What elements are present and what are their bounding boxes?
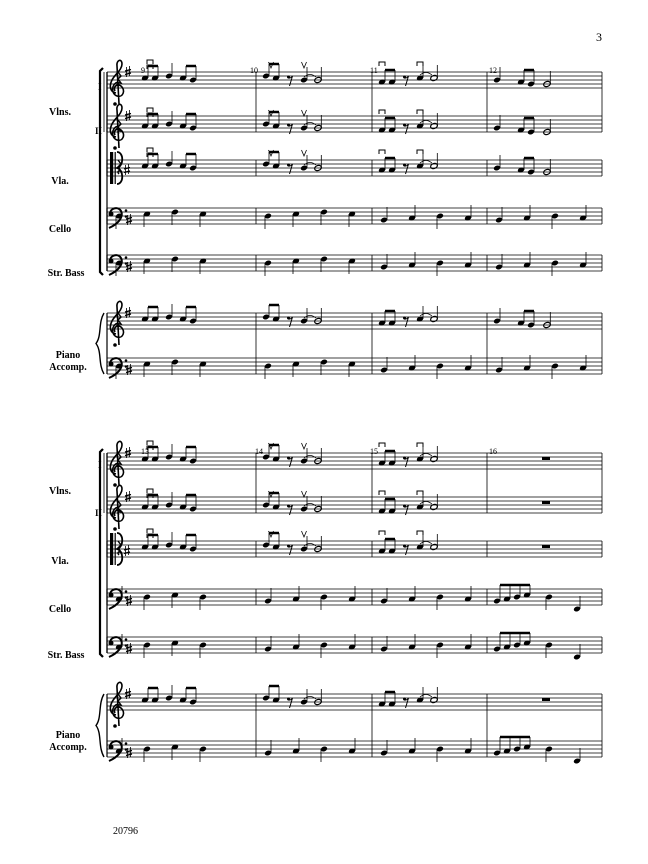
down-bow-icon: [379, 150, 385, 154]
sharp-icon: [125, 688, 131, 699]
down-bow-icon: [379, 110, 385, 114]
down-bow-icon: [417, 62, 423, 66]
eighth-rest-icon: [403, 545, 409, 556]
tie: [420, 454, 432, 457]
up-bow-icon: [302, 443, 307, 449]
piano-brace: [96, 313, 104, 374]
page-number: 3: [596, 30, 602, 44]
sharp-icon: [124, 545, 130, 556]
down-bow-icon: [147, 489, 153, 493]
eighth-rest-icon: [287, 76, 293, 87]
tie: [420, 161, 432, 164]
eighth-rest-icon: [287, 545, 293, 556]
sharp-icon: [125, 307, 131, 318]
sharp-icon: [125, 110, 131, 121]
eighth-rest-icon: [403, 457, 409, 468]
measure-number: 12: [489, 66, 497, 75]
violins-label: Vlns.: [49, 486, 71, 497]
eighth-rest-icon: [287, 164, 293, 175]
down-bow-icon: [417, 531, 423, 535]
cello-label: Cello: [48, 224, 72, 235]
tie: [420, 695, 432, 698]
eighth-rest-icon: [287, 317, 293, 328]
down-bow-icon: [379, 491, 385, 495]
eighth-rest-icon: [287, 124, 293, 135]
eighth-rest-icon: [403, 124, 409, 135]
sharp-icon: [125, 66, 131, 77]
viola-label: Vla.: [51, 556, 69, 567]
violins-label: Vlns.: [49, 107, 71, 118]
down-bow-icon: [417, 491, 423, 495]
up-bow-icon: [302, 491, 307, 497]
tie: [420, 121, 432, 124]
bass-label: Str. Bass: [47, 650, 85, 661]
whole-rest-icon: [542, 501, 550, 504]
down-bow-icon: [147, 60, 153, 64]
whole-rest-icon: [542, 457, 550, 460]
eighth-rest-icon: [403, 505, 409, 516]
catalog-number: 20796: [113, 826, 138, 837]
eighth-rest-icon: [403, 698, 409, 709]
measure-number: 10: [250, 66, 258, 75]
eighth-rest-icon: [287, 698, 293, 709]
bass-label: Str. Bass: [47, 268, 85, 279]
whole-rest-icon: [542, 698, 550, 701]
sharp-icon: [125, 491, 131, 502]
tie: [420, 314, 432, 317]
measure-number: 9: [141, 66, 145, 75]
down-bow-icon: [379, 62, 385, 66]
eighth-rest-icon: [287, 457, 293, 468]
measure-number: 11: [370, 66, 378, 75]
measure-number: 15: [370, 447, 378, 456]
up-bow-icon: [302, 110, 307, 116]
down-bow-icon: [147, 441, 153, 445]
piano-label: Piano Accomp.: [49, 730, 87, 753]
staff-bracket: [100, 68, 103, 275]
violin2-label: II: [95, 508, 103, 518]
notation: [115, 60, 587, 764]
up-bow-icon: [302, 531, 307, 537]
tie: [420, 73, 432, 76]
violin1-label: I: [98, 82, 102, 92]
tie: [420, 542, 432, 545]
sharp-icon: [124, 164, 130, 175]
staff-bracket: [100, 449, 103, 657]
eighth-rest-icon: [287, 505, 293, 516]
violin2-label: II: [95, 126, 103, 136]
measure-number: 14: [255, 447, 263, 456]
treble-clef-icon: [110, 104, 123, 149]
up-bow-icon: [302, 62, 307, 68]
eighth-rest-icon: [403, 317, 409, 328]
measure-number: 13: [141, 447, 149, 456]
down-bow-icon: [379, 531, 385, 535]
whole-rest-icon: [542, 545, 550, 548]
up-bow-icon: [302, 150, 307, 156]
eighth-rest-icon: [403, 76, 409, 87]
down-bow-icon: [147, 108, 153, 112]
down-bow-icon: [147, 148, 153, 152]
down-bow-icon: [417, 110, 423, 114]
down-bow-icon: [379, 443, 385, 447]
piano-brace: [96, 694, 104, 757]
down-bow-icon: [147, 529, 153, 533]
viola-label: Vla.: [51, 176, 69, 187]
eighth-rest-icon: [403, 164, 409, 175]
treble-clef-icon: [110, 485, 123, 530]
down-bow-icon: [417, 443, 423, 447]
measure-number: 16: [489, 447, 497, 456]
piano-label: Piano Accomp.: [49, 350, 87, 373]
sharp-icon: [125, 447, 131, 458]
cello-label: Cello: [48, 604, 72, 615]
violin1-label: I: [98, 460, 102, 470]
down-bow-icon: [417, 150, 423, 154]
tie: [420, 502, 432, 505]
